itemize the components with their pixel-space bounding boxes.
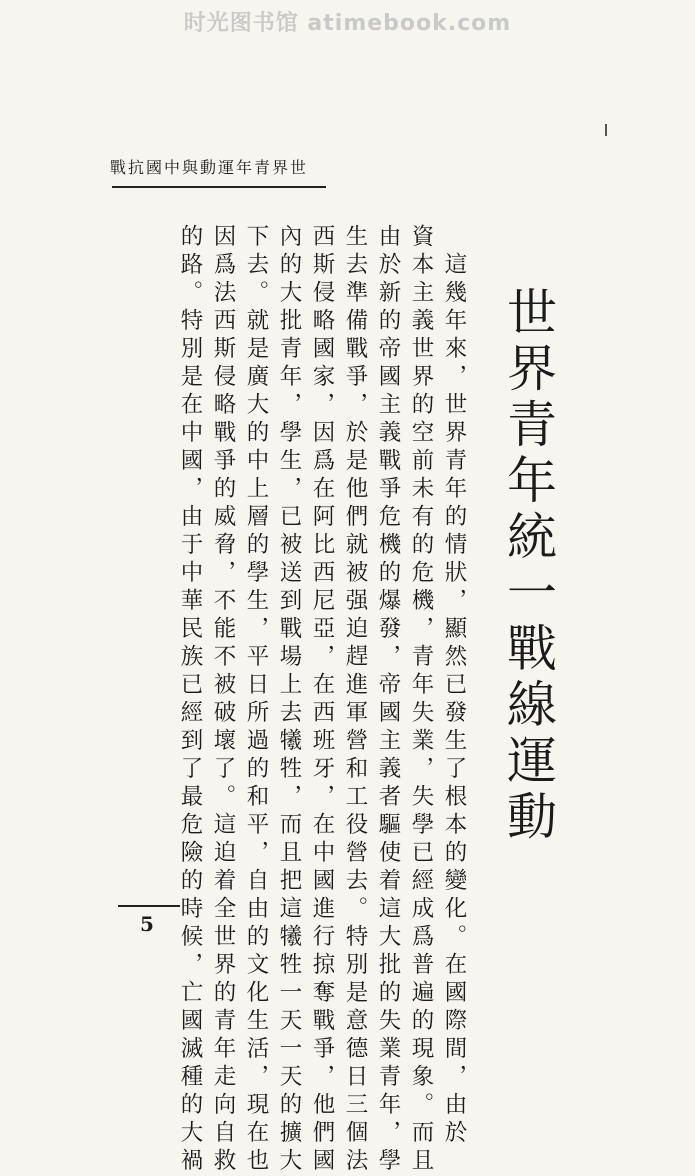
page-number: 5 [140, 912, 154, 936]
body-column: 由於新的帝國主義戰爭危機的爆發，帝國主義者驅使着這大批的失業青年，學 [375, 224, 401, 1176]
body-column: 的路。特別是在中國，由于中華民族已經到了最危險的時候，亡國滅種的大禍 [177, 224, 203, 1176]
running-header-text: 世界青年運動與中國抗戰 [109, 158, 308, 177]
chapter-title: 世界青年統一戰線運動 [499, 286, 557, 846]
body-text [108, 224, 470, 1176]
body-column: 西斯侵略國家，因爲在阿比西尼亞，在西班牙，在中國進行掠奪戰爭，他們國 [309, 224, 335, 1176]
body-column: 資本主義世界的空前未有的危機，青年失業，失學已經成爲普遍的現象。而且 [408, 224, 434, 1176]
header-rule [112, 186, 326, 188]
body-column: 因爲法西斯侵略戰爭的威脅，不能不被破壞了。這迫着全世界的青年走向自救 [210, 224, 236, 1176]
running-header [109, 155, 308, 185]
footer-rule [118, 905, 180, 907]
body-column: 生去準備戰爭，於是他們就被强迫趕進軍營和工役營去。特別是意德日三個法 [342, 224, 368, 1176]
scan-mark [605, 124, 607, 136]
body-column: 內的大批青年，學生，已被送到戰場上去犧牲，而且把這犧牲一天一天的擴大 [276, 224, 302, 1176]
body-column: 這幾年來，世界青年的情狀，顯然已發生了根本的變化。在國際間，由於 [441, 224, 467, 1148]
body-column: 下去。就是廣大的中上層的學生，平日所過的和平，自由的文化生活，現在也 [243, 224, 269, 1176]
watermark: 时光图书馆 atimebook.com [183, 11, 512, 36]
